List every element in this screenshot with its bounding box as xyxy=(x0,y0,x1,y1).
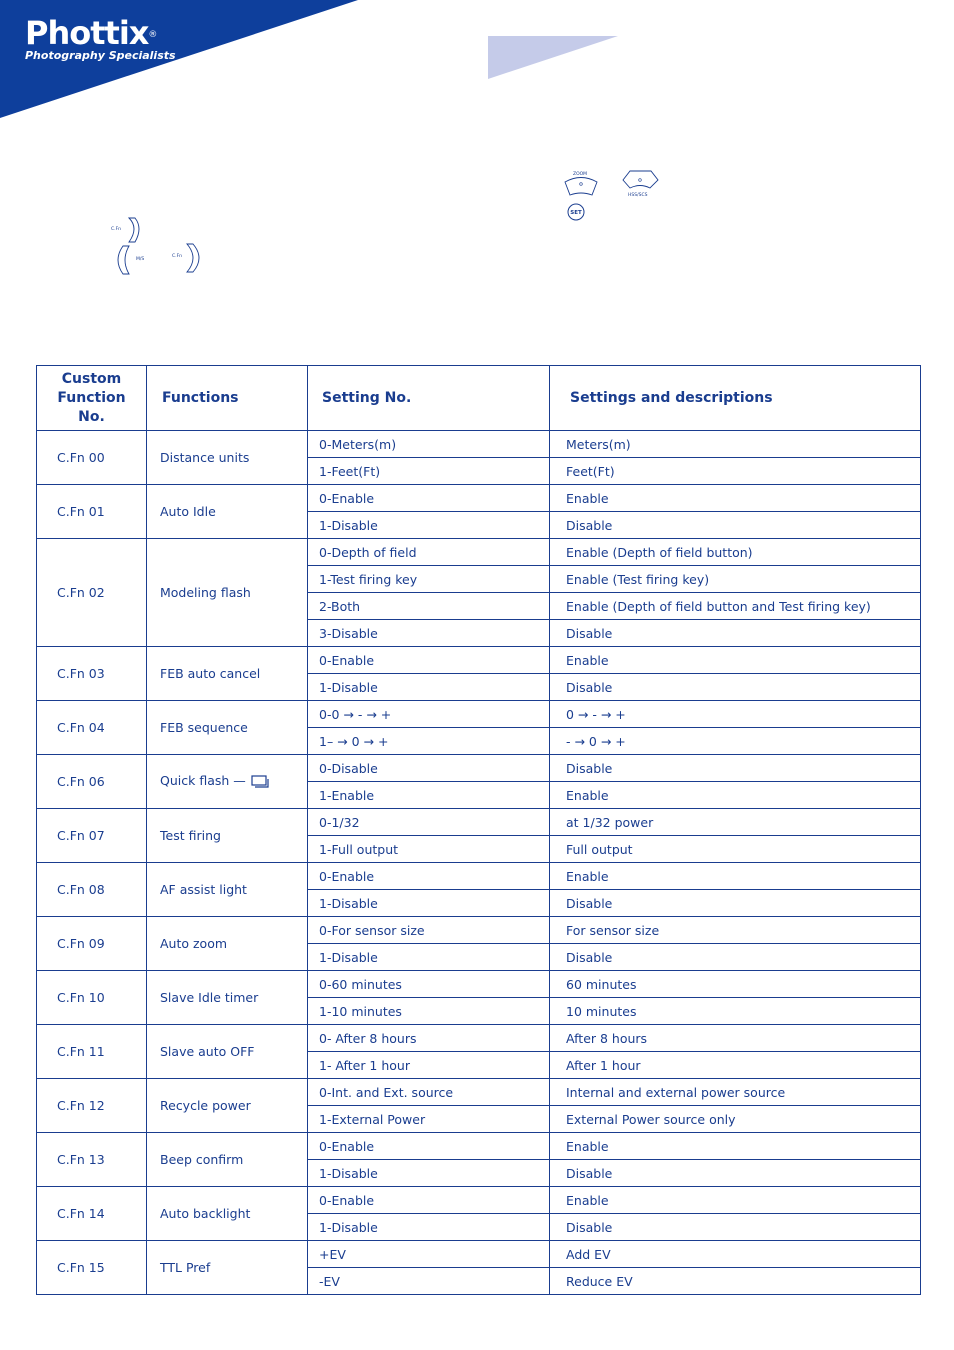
setting-description: Enable xyxy=(550,647,921,674)
dial-label-bottom: M/S xyxy=(136,257,145,262)
setting-description: After 8 hours xyxy=(550,1025,921,1052)
setting-number: 0-Meters(m) xyxy=(308,431,550,458)
zoom-button-icon xyxy=(560,168,604,198)
setting-number: +EV xyxy=(308,1241,550,1268)
setting-description: 10 minutes xyxy=(550,998,921,1025)
function-name-cell xyxy=(147,1241,308,1295)
setting-description: Enable (Depth of field button and Test firing key) xyxy=(550,593,921,620)
accent-triangle xyxy=(488,36,620,80)
table-row xyxy=(37,485,921,512)
table-row xyxy=(37,863,921,890)
registered-mark: ® xyxy=(148,30,157,40)
setting-description: After 1 hour xyxy=(550,1052,921,1079)
setting-description: Disable xyxy=(550,512,921,539)
setting-description: - → 0 → + xyxy=(550,728,921,755)
hss-button-icon xyxy=(620,168,664,200)
function-name-cell xyxy=(147,809,308,863)
logo-tagline: Photography Specialists xyxy=(25,49,176,62)
setting-description: Meters(m) xyxy=(550,431,921,458)
dial-icon xyxy=(105,210,215,280)
setting-number: 1-Disable xyxy=(308,674,550,701)
function-name-cell xyxy=(147,971,308,1025)
setting-number: 0-1/32 xyxy=(308,809,550,836)
table-row xyxy=(37,1079,921,1106)
function-name: FEB sequence xyxy=(160,720,248,735)
function-name: Test firing xyxy=(160,828,221,843)
logo xyxy=(25,14,176,62)
table-row xyxy=(37,971,921,998)
setting-description: 0 → - → + xyxy=(550,701,921,728)
function-name-cell xyxy=(147,701,308,755)
function-code: C.Fn 13 xyxy=(37,1133,147,1187)
function-code: C.Fn 08 xyxy=(37,863,147,917)
setting-description: Enable xyxy=(550,863,921,890)
function-code: C.Fn 01 xyxy=(37,485,147,539)
function-name: Distance units xyxy=(160,450,250,465)
function-name-cell xyxy=(147,917,308,971)
setting-number: 0-Enable xyxy=(308,863,550,890)
setting-number: 0-Int. and Ext. source xyxy=(308,1079,550,1106)
function-name: Modeling flash xyxy=(160,585,251,600)
function-name: Recycle power xyxy=(160,1098,251,1113)
function-name: Beep confirm xyxy=(160,1152,244,1167)
continuous-shooting-icon xyxy=(250,774,272,790)
function-name: Auto backlight xyxy=(160,1206,251,1221)
custom-functions-table xyxy=(36,365,921,1295)
setting-number: 1-Disable xyxy=(308,944,550,971)
setting-number: 1-Disable xyxy=(308,1214,550,1241)
function-name: AF assist light xyxy=(160,882,247,897)
setting-number: 0-For sensor size xyxy=(308,917,550,944)
function-name-cell xyxy=(147,539,308,647)
setting-description: Add EV xyxy=(550,1241,921,1268)
function-name-cell xyxy=(147,1133,308,1187)
table-row xyxy=(37,1133,921,1160)
header-custom-function: Custom Function No. xyxy=(37,366,147,431)
table-row xyxy=(37,431,921,458)
setting-number: 1-Disable xyxy=(308,1160,550,1187)
function-code: C.Fn 07 xyxy=(37,809,147,863)
setting-description: Enable xyxy=(550,1133,921,1160)
function-code: C.Fn 09 xyxy=(37,917,147,971)
function-code: C.Fn 15 xyxy=(37,1241,147,1295)
function-code: C.Fn 06 xyxy=(37,755,147,809)
table-header-row xyxy=(37,366,921,431)
function-name-cell xyxy=(147,755,308,809)
table-body xyxy=(37,431,921,1295)
setting-number: 0-Enable xyxy=(308,647,550,674)
setting-number: 0-Enable xyxy=(308,485,550,512)
setting-description: 60 minutes xyxy=(550,971,921,998)
hss-label: HSS/SCS xyxy=(628,193,648,198)
function-name: Slave Idle timer xyxy=(160,990,259,1005)
setting-description: Enable (Test firing key) xyxy=(550,566,921,593)
dial-label-side: C.Fn xyxy=(172,254,183,259)
setting-number: 3-Disable xyxy=(308,620,550,647)
setting-number: 1-Disable xyxy=(308,512,550,539)
function-name: Quick flash — xyxy=(160,773,246,789)
dial-label-top: C.Fn xyxy=(111,227,122,232)
setting-description: For sensor size xyxy=(550,917,921,944)
function-name: FEB auto cancel xyxy=(160,666,261,681)
setting-number: 1-10 minutes xyxy=(308,998,550,1025)
table-row xyxy=(37,755,921,782)
setting-number: 1-Enable xyxy=(308,782,550,809)
setting-number: 1-Feet(Ft) xyxy=(308,458,550,485)
setting-description: Internal and external power source xyxy=(550,1079,921,1106)
function-name-cell xyxy=(147,863,308,917)
function-name-cell xyxy=(147,1187,308,1241)
setting-description: Enable xyxy=(550,1187,921,1214)
setting-description: Disable xyxy=(550,674,921,701)
setting-number: 0-60 minutes xyxy=(308,971,550,998)
setting-description: Reduce EV xyxy=(550,1268,921,1295)
function-code: C.Fn 10 xyxy=(37,971,147,1025)
table-row xyxy=(37,809,921,836)
setting-number: 0-Depth of field xyxy=(308,539,550,566)
table-row xyxy=(37,917,921,944)
setting-number: 1- After 1 hour xyxy=(308,1052,550,1079)
setting-description: Disable xyxy=(550,1214,921,1241)
function-code: C.Fn 02 xyxy=(37,539,147,647)
setting-number: 1-Disable xyxy=(308,890,550,917)
setting-description: Full output xyxy=(550,836,921,863)
setting-description: Enable xyxy=(550,782,921,809)
function-name-cell xyxy=(147,431,308,485)
setting-number: 1-Test firing key xyxy=(308,566,550,593)
setting-description: External Power source only xyxy=(550,1106,921,1133)
function-code: C.Fn 12 xyxy=(37,1079,147,1133)
setting-number: -EV xyxy=(308,1268,550,1295)
table-row xyxy=(37,539,921,566)
setting-description: Disable xyxy=(550,755,921,782)
function-code: C.Fn 04 xyxy=(37,701,147,755)
function-code: C.Fn 00 xyxy=(37,431,147,485)
setting-number: 1-External Power xyxy=(308,1106,550,1133)
setting-number: 0-Disable xyxy=(308,755,550,782)
setting-number: 0-Enable xyxy=(308,1133,550,1160)
function-code: C.Fn 11 xyxy=(37,1025,147,1079)
function-code: C.Fn 14 xyxy=(37,1187,147,1241)
table-row xyxy=(37,1241,921,1268)
header-settings-descriptions: Settings and descriptions xyxy=(550,366,921,431)
setting-description: Disable xyxy=(550,944,921,971)
setting-description: at 1/32 power xyxy=(550,809,921,836)
function-name: Auto Idle xyxy=(160,504,216,519)
header-setting-no: Setting No. xyxy=(308,366,550,431)
setting-description: Disable xyxy=(550,620,921,647)
function-name: TTL Pref xyxy=(160,1260,211,1275)
setting-description: Disable xyxy=(550,1160,921,1187)
set-button-icon xyxy=(566,202,588,222)
setting-description: Enable xyxy=(550,485,921,512)
function-name-cell xyxy=(147,485,308,539)
table-row xyxy=(37,1187,921,1214)
setting-number: 0-Enable xyxy=(308,1187,550,1214)
function-code: C.Fn 03 xyxy=(37,647,147,701)
function-name-cell xyxy=(147,1079,308,1133)
setting-description: Enable (Depth of field button) xyxy=(550,539,921,566)
setting-number: 1-Full output xyxy=(308,836,550,863)
header-functions: Functions xyxy=(147,366,308,431)
setting-number: 1– → 0 → + xyxy=(308,728,550,755)
table-row xyxy=(37,647,921,674)
setting-number: 0- After 8 hours xyxy=(308,1025,550,1052)
function-name: Slave auto OFF xyxy=(160,1044,255,1059)
function-name-cell xyxy=(147,1025,308,1079)
logo-brand: Phottix® xyxy=(25,14,157,52)
setting-description: Disable xyxy=(550,890,921,917)
setting-description: Feet(Ft) xyxy=(550,458,921,485)
function-name-cell xyxy=(147,647,308,701)
setting-number: 0-0 → - → + xyxy=(308,701,550,728)
set-label: SET xyxy=(570,210,582,216)
zoom-label: ZOOM xyxy=(573,172,588,177)
table-row xyxy=(37,701,921,728)
table-row xyxy=(37,1025,921,1052)
function-name: Auto zoom xyxy=(160,936,228,951)
setting-number: 2-Both xyxy=(308,593,550,620)
